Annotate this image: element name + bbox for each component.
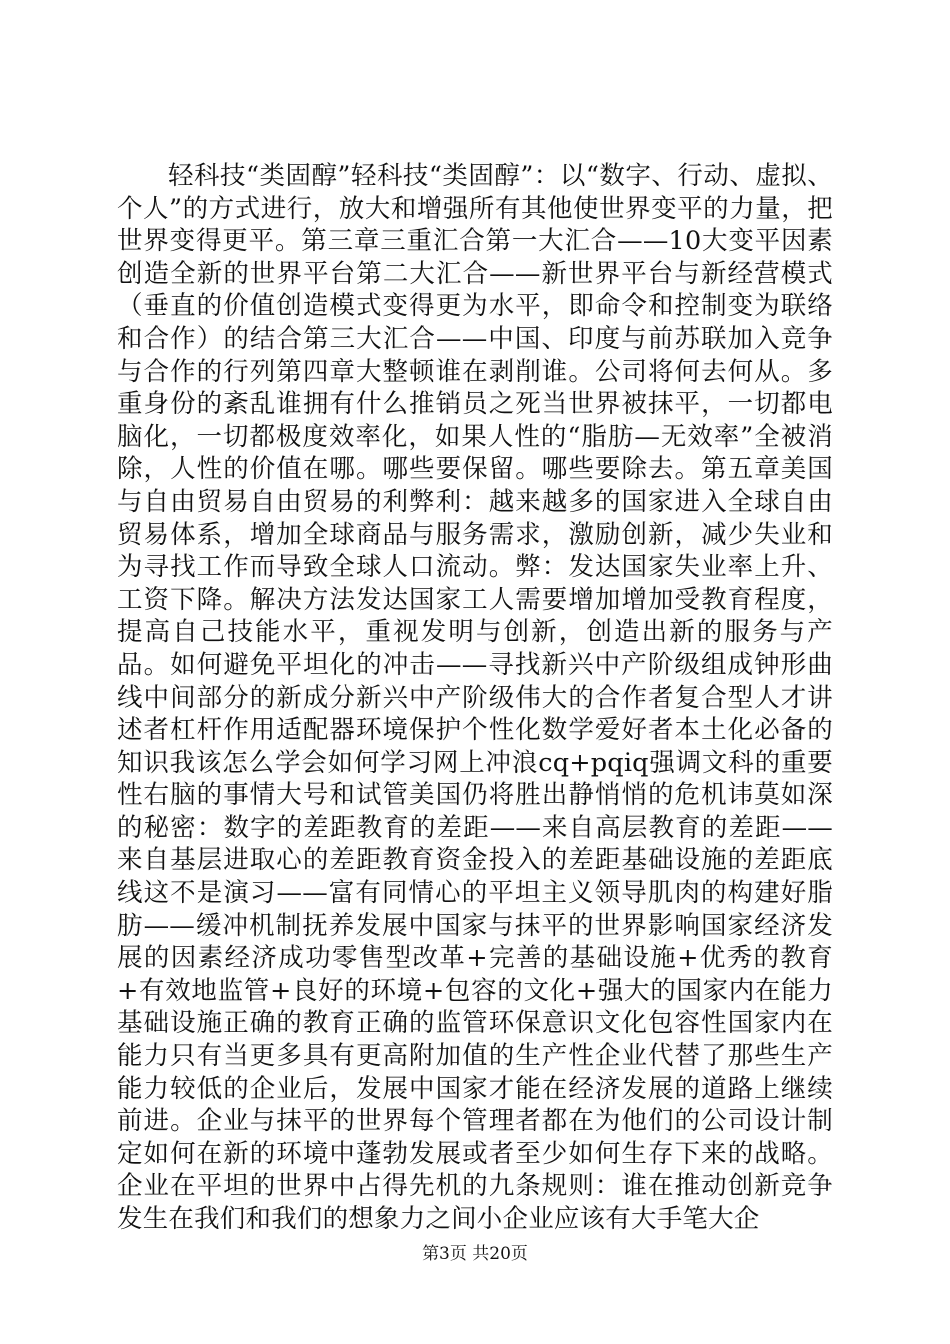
- document-paragraph: 轻科技“类固醇”轻科技“类固醇”：以“数字、行动、虚拟、个人”的方式进行，放大和增强所有其他使世界变平的力量，把世界变得更平。第三章三重汇合第一大汇合——10大变平因素创造全新的世界平台第二大汇合——新世界平台与新经营模式（垂直的价值创造模式变得更为水平，即命令和控制变为联络和合作）的结合第三大汇合——中国、印度与前苏联加入竞争与合作的行列第四章大整顿谁在剥削谁。公司将何去何从。多重身份的紊乱谁拥有什么推销员之死当世界被抹平，一切都电脑化，一切都极度效率化，如果人性的“脂肪—无效率”全被消除，人性的价值在哪。哪些要保留。哪些要除去。第五章美国与自由贸易自由贸易的利弊利：越来越多的国家进入全球自由贸易体系，增加全球商品与服务需求，激励创新，减少失业和为寻找工作而导致全球人口流动。弊：发达国家失业率上升、工资下降。解决方法发达国家工人需要增加增加受教育程度，提高自己技能水平，重视发明与创新，创造出新的服务与产品。如何避免平坦化的冲击——寻找新兴中产阶级组成钟形曲线中间部分的新成分新兴中产阶级伟大的合作者复合型人才讲述者杠杆作用适配器环境保护个性化数学爱好者本土化必备的知识我该怎么学会如何学习网上冲浪cq+pqiq强调文科的重要性右脑的事情大号和试管美国仍将胜出静悄悄的危机讳莫如深的秘密：数字的差距教育的差距——来自高层教育的差距——来自基层进取心的差距教育资金投入的差距基础设施的差距底线这不是演习——富有同情心的平坦主义领导肌肉的构建好脂肪——缓冲机制抚养发展中国家与抹平的世界影响国家经济发展的因素经济成功零售型改革+完善的基础设施+优秀的教育+有效地监管+良好的环境+包容的文化+强大的国家内在能力基础设施正确的教育正确的监管环保意识文化包容性国家内在能力只有当更多具有更高附加值的生产性企业代替了那些生产能力较低的企业后，发展中国家才能在经济发展的道路上继续前进。企业与抹平的世界每个管理者都在为他们的公司设计制定如何在新的环境中蓬勃发展或者至少如何生存下来的战略。企业在平坦的世界中占得先机的九条规则：谁在推动创新竞争发生在我们和我们的想象力之间小企业应该有大手笔大企: [117, 161, 833, 1234]
- page-number-footer: 第3页 共20页: [422, 1244, 528, 1264]
